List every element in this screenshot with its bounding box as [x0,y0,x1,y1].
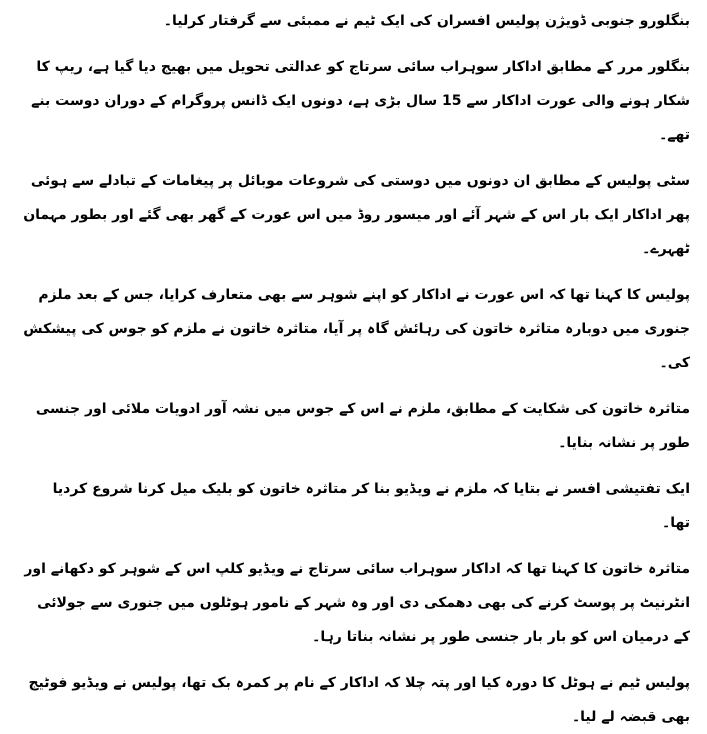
paragraph: سٹی پولیس کے مطابق ان دونوں میں دوستی کی شروعات موبائل پر پیغامات کے تبادلے سے ہوئی پھر اداکار ایک بار اس کے شہر آئے اور میسور روڈ میں اس عورت کے گھر بھی گئے اور بطور مہمان ٹھہرے۔ [23,173,690,257]
paragraph: پولیس ٹیم نے ہوٹل کا دورہ کیا اور پتہ چلا کہ اداکار کے نام پر کمرہ بک تھا، پولیس نے ویڈیو فوٹیج بھی قبضہ لے لیا۔ [28,675,690,725]
article-body [20,4,690,734]
paragraph: بنگلور مرر کے مطابق اداکار سوہراب سائی سرتاج کو عدالتی تحویل میں بھیج دیا گیا ہے، ریپ کا شکار ہونے والی عورت اداکار سے 15 سال بڑی ہے، دونوں ایک ڈانس پروگرام کے دوران دوست بنے تھے۔ [31,59,690,143]
paragraph: بنگلورو جنوبی ڈویژن پولیس افسران کی ایک ٹیم نے ممبئی سے گرفتار کرلیا۔ [163,13,690,29]
paragraph: متاثرہ خاتون کی شکایت کے مطابق، ملزم نے اس کے جوس میں نشہ آور ادویات ملائی اور جنسی طور پر نشانہ بنایا۔ [35,401,690,451]
paragraph: متاثرہ خاتون کا کہنا تھا کہ اداکار سوہراب سائی سرتاج نے ویڈیو کلپ اس کے شوہر کو دکھانے اور انٹرنیٹ پر پوسٹ کرنے کی بھی دھمکی دی اور وہ شہر کے نامور ہوٹلوں میں جنوری سے جولائی کے درمیان اس کو بار بار جنسی طور پر نشانہ بناتا رہا۔ [24,561,690,645]
paragraph: ایک تفتیشی افسر نے بتایا کہ ملزم نے ویڈیو بنا کر متاثرہ خاتون کو بلیک میل کرنا شروع کردیا تھا۔ [52,481,690,531]
paragraph: پولیس کا کہنا تھا کہ اس عورت نے اداکار کو اپنے شوہر سے بھی متعارف کرایا، جس کے بعد ملزم جنوری میں دوبارہ متاثرہ خاتون کی رہائش گاہ پر آیا، متاثرہ خاتون نے ملزم کو جوس کی پیشکش کی۔ [23,287,690,371]
